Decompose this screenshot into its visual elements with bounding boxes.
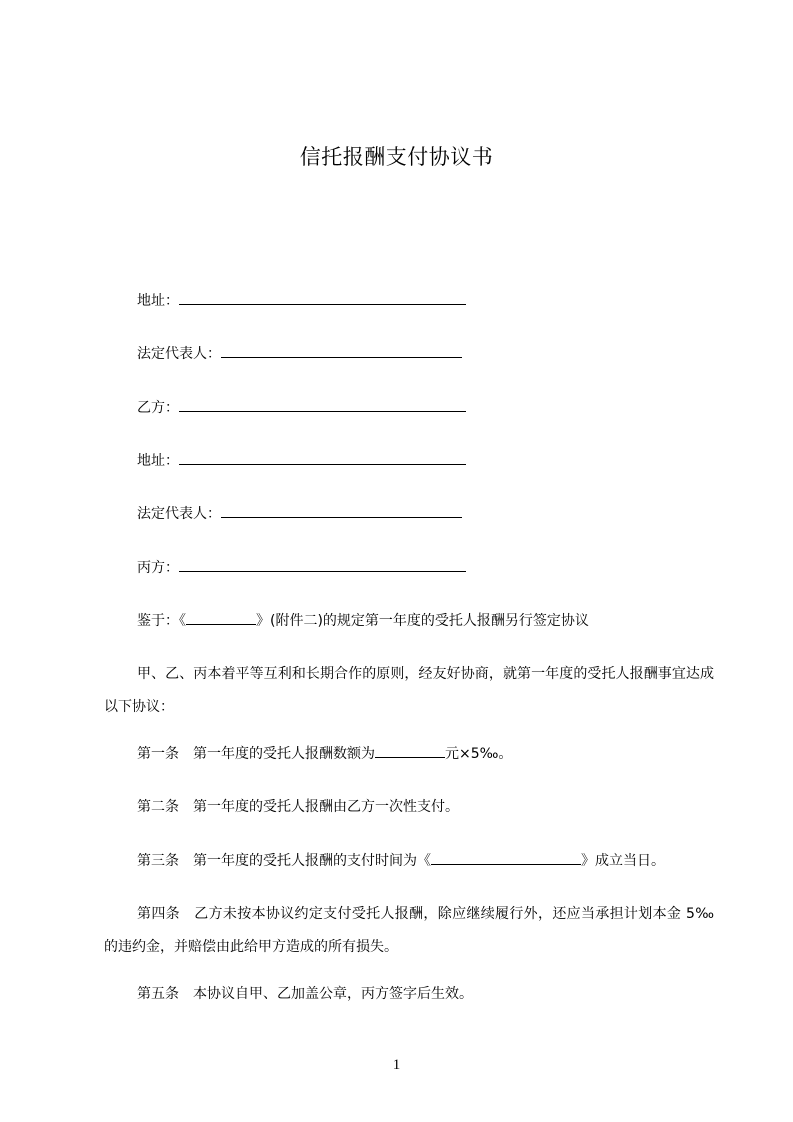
article-2: 第二条 第一年度的受托人报酬由乙方一次性支付。 [137,799,459,815]
field-legal-rep-2 [137,504,462,524]
article-1 [137,744,512,764]
article-4: 第四条 乙方未按本协议约定支付受托人报酬，除应继续履行外，还应当承担计划本金 5‰的违约金，并赔偿由此给甲方造成的所有损失。 [104,906,714,955]
field-address-1 [137,291,466,311]
field-party-c [137,558,466,578]
whereas-clause [137,611,589,631]
blank-line [375,744,445,758]
field-address-2 [137,451,466,471]
blank-line [221,344,462,358]
blank-line [179,451,466,465]
intro-paragraph: 甲、乙、丙本着平等互利和长期合作的原则，经友好协商，就第一年度的受托人报酬事宜达成以下协议： [104,666,714,715]
document-title: 信托报酬支付协议书 [299,145,494,169]
field-label: 法定代表人： [137,506,221,522]
field-legal-rep-1 [137,344,462,364]
field-party-b [137,398,466,418]
field-label: 法定代表人： [137,346,221,362]
blank-line [179,398,466,412]
blank-line [221,504,462,518]
field-label: 地址： [137,293,179,309]
article-5: 第五条 本协议自甲、乙加盖公章，丙方签字后生效。 [137,986,473,1002]
page-number: 1 [392,1057,401,1073]
field-label: 地址： [137,453,179,469]
article-3 [137,851,665,871]
article-3-prefix: 第三条 第一年度的受托人报酬的支付时间为《 [137,853,431,869]
blank-line [431,851,581,865]
field-label: 丙方： [137,560,179,576]
article-3-suffix: 》成立当日。 [581,853,665,869]
whereas-prefix: 鉴于：《 [137,613,186,629]
blank-line [186,611,256,625]
field-label: 乙方： [137,400,179,416]
article-1-suffix: 元×5‰。 [445,746,513,762]
article-1-prefix: 第一条 第一年度的受托人报酬数额为 [137,746,375,762]
blank-line [179,291,466,305]
whereas-suffix: 》(附件二)的规定第一年度的受托人报酬另行签定协议 [256,613,589,629]
blank-line [179,558,466,572]
